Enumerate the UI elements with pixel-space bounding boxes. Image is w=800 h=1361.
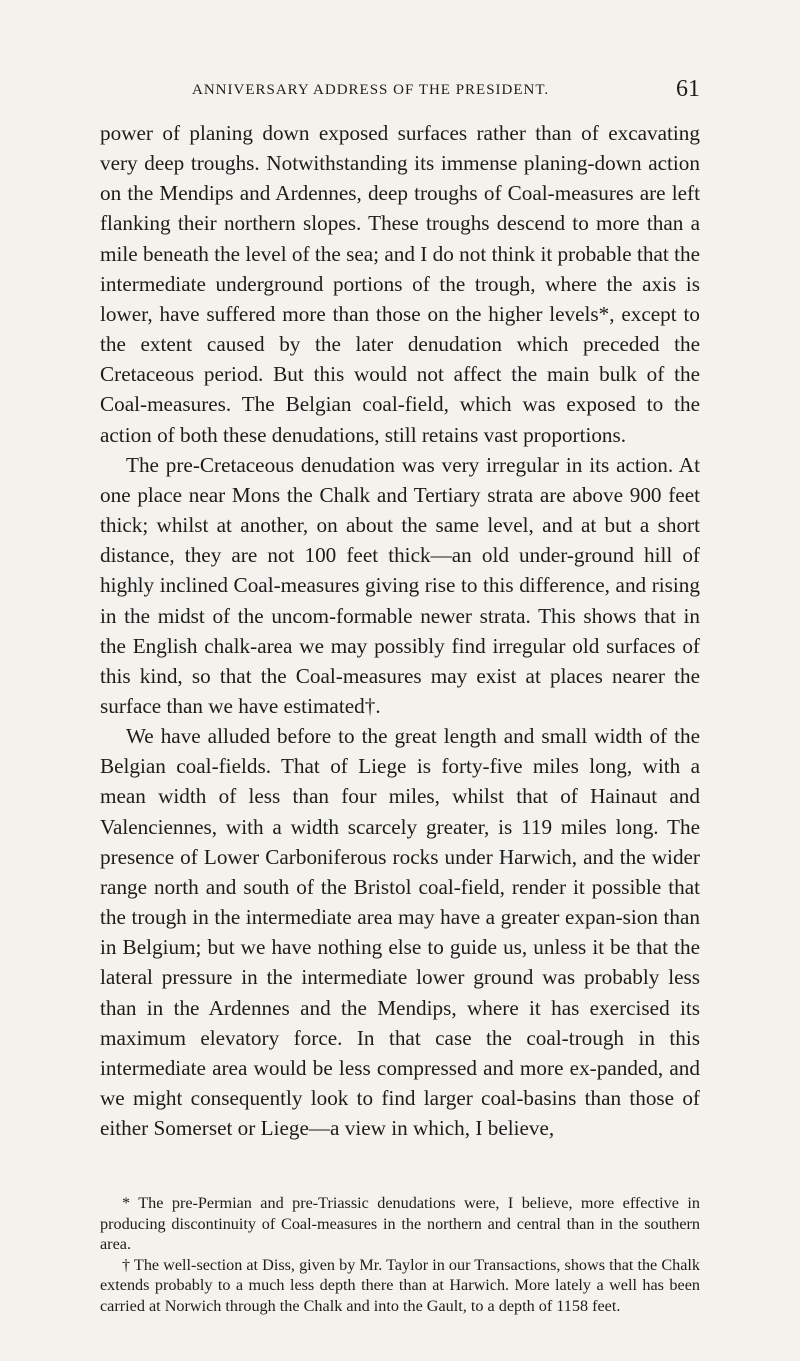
footnote-asterisk: * The pre-Permian and pre-Triassic denudations were, I believe, more effective in producing discontinuity of Coal-measures in the northern and central than in the southern area. <box>100 1194 700 1254</box>
page-header <box>100 78 700 108</box>
footnote-dagger: † The well-section at Diss, given by Mr. Taylor in our Transactions, shows that the Chalk extends probably to a much less depth there than at Harwich. More lately a well has been carried at Norwich through the Chalk and into the Gault, to a depth of 1158 feet. <box>100 1255 700 1315</box>
paragraph-pre-cretaceous: The pre-Cretaceous denudation was very irregular in its action. At one place near Mons the Chalk and Tertiary strata are above 900 feet thick; whilst at another, on about the same level, and at but a short distance, they are not 100 feet thick—an old under-ground hill of highly inclined Coal-measures giving rise to this difference, and rising in the midst of the uncom-formable newer strata. This shows that in the English chalk-area we may possibly find irregular old surfaces of this kind, so that the Coal-measures may exist at places nearer the surface than we have estimated†. <box>100 452 700 718</box>
running-head: ANNIVERSARY ADDRESS OF THE PRESIDENT. <box>192 82 550 98</box>
page-number: 61 <box>676 76 700 102</box>
paragraph-continued: power of planing down exposed surfaces rather than of excavating very deep troughs. Notwithstanding its immense planing-down action on the Mendips and Ardennes, deep troughs of Coal-measures are left flanking their northern slopes. These troughs descend to more than a mile beneath the level of the sea; and I do not think it probable that the intermediate underground portions of the trough, where the axis is lower, have suffered more than those on the higher levels*, except to the extent caused by the later denudation which preceded the Cretaceous period. But this would not affect the main bulk of the Coal-measures. The Belgian coal-field, which was exposed to the action of both these denudations, still retains vast proportions. <box>100 121 700 447</box>
body-text <box>100 118 700 1143</box>
paragraph-belgian-coal-fields: We have alluded before to the great length and small width of the Belgian coal-fields. That of Liege is forty-five miles long, with a mean width of less than four miles, whilst that of Hainaut and Valenciennes, with a width scarcely greater, is 119 miles long. The presence of Lower Carboniferous rocks under Harwich, and the wider range north and south of the Bristol coal-field, render it possible that the trough in the intermediate area may have a greater expan-sion than in Belgium; but we have nothing else to guide us, unless it be that the lateral pressure in the intermediate lower ground was probably less than in the Ardennes and the Mendips, where it has exercised its maximum elevatory force. In that case the coal-trough in this intermediate area would be less compressed and more ex-panded, and we might consequently look to find larger coal-basins than those of either Somerset or Liege—a view in which, I believe, <box>100 724 700 1141</box>
footnotes <box>100 1193 700 1317</box>
